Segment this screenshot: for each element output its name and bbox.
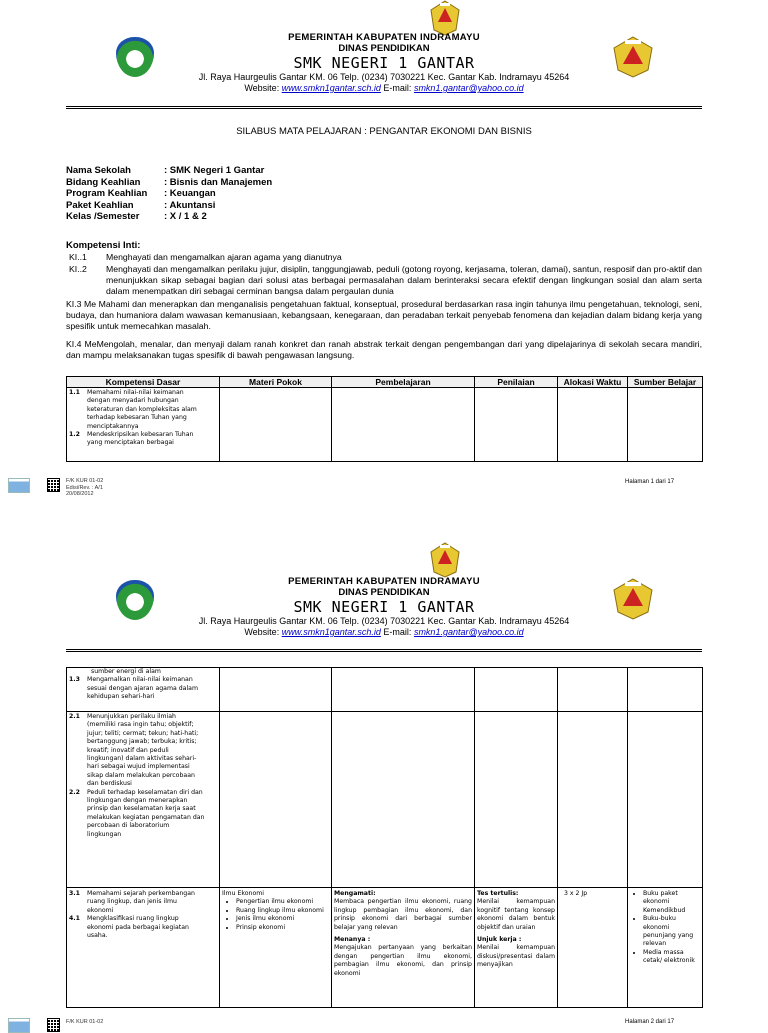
footer-meta bbox=[66, 478, 103, 498]
kd-item bbox=[69, 713, 217, 789]
letterhead bbox=[0, 32, 768, 94]
email-label: E-mail: bbox=[380, 83, 414, 93]
certification-badge-icon bbox=[8, 1018, 30, 1033]
page-number: Halaman 1 dari 17 bbox=[625, 479, 675, 485]
list-item: • Buku paket ekonomi Kemendikbud bbox=[643, 890, 701, 915]
ki-heading: Kompetensi Inti: bbox=[66, 240, 141, 251]
page-1 bbox=[0, 0, 768, 498]
agency-name: DINAS PENDIDIKAN bbox=[338, 587, 430, 598]
info-value: : X / 1 & 2 bbox=[164, 211, 207, 222]
column-header: Pembelajaran bbox=[332, 377, 475, 388]
ki-text: KI.4 MeMengolah, menalar, dan menyaji dalam ranah konkret dan ranah abstrak terkait dengan pengembangan dari yang dipelajarinya di sekolah secara mandiri, dan mampu melaksanakan tugas spesifik di bawah pengawasan langsung. bbox=[66, 339, 702, 361]
table-row bbox=[67, 888, 703, 1008]
empty-cell bbox=[558, 388, 628, 462]
kd-cell bbox=[67, 668, 220, 712]
kd-item bbox=[69, 676, 217, 701]
penilaian-text: Menilai kemampuan kognitif tentang konsep ekonomi dalam bentuk objektif dan uraian bbox=[477, 898, 555, 931]
kd-number: 1.3 bbox=[69, 676, 80, 684]
header-rule bbox=[66, 649, 702, 650]
ki-item bbox=[66, 299, 702, 333]
empty-cell bbox=[332, 668, 475, 712]
ki-item bbox=[66, 339, 702, 363]
ki-label: KI..1 bbox=[69, 252, 87, 262]
address: Jl. Raya Haurgeulis Gantar KM. 06 Telp. (0234) 7030221 Kec. Gantar Kab. Indramayu 45264 bbox=[198, 72, 570, 82]
empty-cell bbox=[220, 388, 332, 462]
list-item: • Prinsip ekonomi bbox=[236, 924, 329, 932]
header-rule-thin bbox=[66, 108, 702, 109]
ki-text: Menghayati dan mengamalkan ajaran agama yang dianutnya bbox=[106, 252, 342, 262]
kd-number: 3.1 bbox=[69, 890, 80, 897]
ki-label: KI..2 bbox=[69, 264, 87, 274]
qr-code-icon bbox=[47, 478, 60, 492]
empty-cell bbox=[220, 712, 332, 888]
info-value: : Keuangan bbox=[164, 188, 216, 199]
school-name: SMK NEGERI 1 GANTAR bbox=[293, 54, 475, 72]
column-header: Sumber Belajar bbox=[628, 377, 703, 388]
materi-list bbox=[222, 898, 329, 932]
alokasi-cell bbox=[558, 888, 628, 1008]
kd-text: Mengklasifikasi ruang lingkup ekonomi pada berbagai kegiatan usaha. bbox=[87, 915, 189, 940]
school-crest-icon bbox=[430, 0, 460, 36]
penilaian-heading: Unjuk kerja : bbox=[477, 936, 522, 944]
empty-cell bbox=[628, 388, 703, 462]
info-key: Program Keahlian bbox=[66, 188, 148, 199]
kd-text: Mendeskripsikan kebesaran Tuhan yang menciptakan berbagai bbox=[87, 431, 194, 447]
header-rule-thin bbox=[66, 651, 702, 652]
empty-cell bbox=[475, 668, 558, 712]
info-key: Paket Keahlian bbox=[66, 199, 134, 211]
kd-text: Memahami sejarah perkembangan ruang lingkup, dan jenis ilmu ekonomi bbox=[87, 890, 195, 914]
footer-meta bbox=[66, 1019, 103, 1026]
kd-number: 4.1 bbox=[69, 915, 80, 923]
kd-item bbox=[69, 431, 217, 448]
kd-number: 2.1 bbox=[69, 713, 80, 720]
pembelajaran-text: Membaca pengertian ilmu ekonomi, ruang lingkup pembagian ilmu ekonomi, dan prinsip ekonomi dari berbagai sumber belajar yang relevan bbox=[334, 898, 472, 931]
address: Jl. Raya Haurgeulis Gantar KM. 06 Telp. (0234) 7030221 Kec. Gantar Kab. Indramayu 45264 bbox=[198, 616, 570, 626]
page-gap bbox=[0, 498, 768, 540]
footer-rev: Edisi/Rev. : A/1 bbox=[66, 484, 103, 491]
table-row bbox=[67, 712, 703, 888]
document-title: SILABUS MATA PELAJARAN : PENGANTAR EKONOMI DAN BISNIS bbox=[236, 126, 532, 137]
materi-title: Ilmu Ekonomi bbox=[222, 890, 264, 897]
materi-cell bbox=[220, 888, 332, 1008]
sumber-list bbox=[629, 890, 701, 966]
kd-text: Memahami nilai-nilai keimanan dengan menyadari hubungan keteraturan dan kompleksitas alam terhadap kebesaran Tuhan yang menciptakannya bbox=[87, 389, 197, 430]
gov-name: PEMERINTAH KABUPATEN INDRAMAYU bbox=[288, 576, 480, 587]
letterhead bbox=[0, 576, 768, 638]
kd-item bbox=[69, 789, 217, 839]
page-2 bbox=[0, 540, 768, 1024]
school-name: SMK NEGERI 1 GANTAR bbox=[293, 598, 475, 616]
sumber-cell bbox=[628, 888, 703, 1008]
column-header: Kompetensi Dasar bbox=[67, 377, 220, 388]
kd-cell bbox=[67, 388, 220, 462]
kd-cell bbox=[67, 712, 220, 888]
contact-line bbox=[0, 83, 768, 94]
website-link[interactable]: www.smkn1gantar.sch.id bbox=[281, 627, 381, 637]
pembelajaran-text: Mengajukan pertanyaan yang berkaitan dengan pengertian ilmu ekonomi, pembagian ilmu ekonomi, dan prinsip ekonomi bbox=[334, 944, 472, 977]
table-row bbox=[67, 668, 703, 712]
empty-cell bbox=[628, 712, 703, 888]
ki-text: KI.3 Me Mahami dan menerapkan dan menganalisis pengetahuan faktual, konseptual, prosedural berdasarkan rasa ingin tahunya ilmu pengetahuan, teknologi, seni, budaya, dan humaniora dalam wawasan kemanusiaan, kebangsaan, kenegaraan, dan peradaban terkait penyebab fenomena dan kejadian dalam bidang kerja yang spesifik untuk memecahkan masalah. bbox=[66, 299, 702, 332]
table-header-row bbox=[67, 377, 703, 388]
info-value: : SMK Negeri 1 Gantar bbox=[164, 165, 265, 176]
list-item: • Buku-buku ekonomi penunjang yang relevan bbox=[643, 915, 701, 949]
kd-cell bbox=[67, 888, 220, 1008]
pembelajaran-heading: Menanya : bbox=[334, 936, 371, 944]
kd-text: Mengamalkan nilai-nilai keimanan sesuai dengan ajaran agama dalam kehidupan sehari-hari bbox=[87, 676, 198, 701]
column-header: Alokasi Waktu bbox=[558, 377, 628, 388]
empty-cell bbox=[475, 712, 558, 888]
ki-text: Menghayati dan mengamalkan perilaku jujur, disiplin, tanggungjawab, peduli (gotong royong, kerjasama, toleran, damai), santun, resposif dan pro-aktif dan menunjukkan sikap sebagai bagian dari solusi atas berbagai permasalahan dalam berinteraksi secara efektif dengan lingkungan sosial dan alam serta dalam menempatkan diri sebagai cerminan bangsa dalam pergaulan dunia bbox=[106, 264, 702, 297]
kd-number: 2.2 bbox=[69, 788, 80, 796]
kd-number: 1.1 bbox=[69, 389, 80, 396]
website-label: Website: bbox=[244, 627, 282, 637]
kd-item bbox=[69, 890, 217, 915]
penilaian-text: Menilai kemampuan diskusi/presentasi dalam menyajikan bbox=[477, 944, 555, 969]
list-item: • Media massa cetak/ elektronik bbox=[643, 949, 701, 966]
penilaian-cell bbox=[475, 888, 558, 1008]
email-link[interactable]: smkn1.gantar@yahoo.co.id bbox=[413, 83, 524, 93]
list-item: • Pengertian ilmu ekonomi bbox=[236, 898, 329, 906]
certification-badge-icon bbox=[8, 478, 30, 493]
column-header: Penilaian bbox=[475, 377, 558, 388]
info-value: : Akuntansi bbox=[164, 199, 216, 211]
syllabus-table bbox=[66, 376, 703, 462]
website-link[interactable]: www.smkn1gantar.sch.id bbox=[281, 83, 381, 93]
list-item: • Ruang lingkup ilmu ekonomi bbox=[236, 907, 329, 915]
agency-name: DINAS PENDIDIKAN bbox=[338, 43, 430, 54]
empty-cell bbox=[332, 388, 475, 462]
kd-number: 1.2 bbox=[69, 431, 80, 439]
empty-cell bbox=[220, 668, 332, 712]
pembelajaran-heading: Mengamati: bbox=[334, 890, 376, 897]
gov-name: PEMERINTAH KABUPATEN INDRAMAYU bbox=[288, 32, 480, 43]
school-crest-icon bbox=[430, 542, 460, 578]
empty-cell bbox=[475, 388, 558, 462]
page-number: Halaman 2 dari 17 bbox=[625, 1019, 675, 1025]
info-key: Nama Sekolah bbox=[66, 165, 131, 176]
website-label: Website: bbox=[244, 83, 282, 93]
footer-date: 20/08/2012 bbox=[66, 491, 94, 497]
pembelajaran-cell bbox=[332, 888, 475, 1008]
footer-code: F/K KUR 01-02 bbox=[66, 1019, 104, 1025]
kd-text: Menunjukkan perilaku ilmiah (memiliki rasa ingin tahu; objektif; jujur; teliti; cermat; tekun; hati-hati; bertanggung jawab; terbuka; kritis; kreatif; inovatif dan peduli lingkungan) dalam aktivitas sehari-hari sebagai wujud implementasi sikap dalam melakukan percobaan dan berdiskusi bbox=[87, 713, 199, 788]
empty-cell bbox=[628, 668, 703, 712]
empty-cell bbox=[558, 712, 628, 888]
kd-text-continued: sumber energi di alam bbox=[91, 668, 161, 675]
kd-item bbox=[69, 389, 217, 431]
penilaian-heading: Tes tertulis: bbox=[477, 890, 519, 897]
info-key: Kelas /Semester bbox=[66, 211, 140, 222]
list-item: • Jenis ilmu ekonomi bbox=[236, 915, 329, 923]
contact-line bbox=[0, 627, 768, 638]
column-header: Materi Pokok bbox=[220, 377, 332, 388]
kd-item bbox=[69, 915, 217, 940]
kd-text: Peduli terhadap keselamatan diri dan lingkungan dengan menerapkan prinsip dan keselamatan kerja saat melakukan kegiatan pengamatan dan percobaan di laboratorium lingkungan bbox=[87, 788, 205, 838]
ki-item bbox=[66, 252, 702, 264]
email-link[interactable]: smkn1.gantar@yahoo.co.id bbox=[413, 627, 524, 637]
table-row bbox=[67, 388, 703, 462]
empty-cell bbox=[558, 668, 628, 712]
alokasi-value: 3 x 2 Jp bbox=[564, 890, 588, 897]
header-rule bbox=[66, 106, 702, 107]
ki-item bbox=[66, 264, 702, 298]
empty-cell bbox=[332, 712, 475, 888]
qr-code-icon bbox=[47, 1018, 60, 1032]
footer-code: F/K KUR 01-02 bbox=[66, 478, 104, 484]
syllabus-table-continued bbox=[66, 667, 703, 1008]
info-value: : Bisnis dan Manajemen bbox=[164, 176, 273, 188]
info-key: Bidang Keahlian bbox=[66, 176, 141, 188]
email-label: E-mail: bbox=[380, 627, 414, 637]
